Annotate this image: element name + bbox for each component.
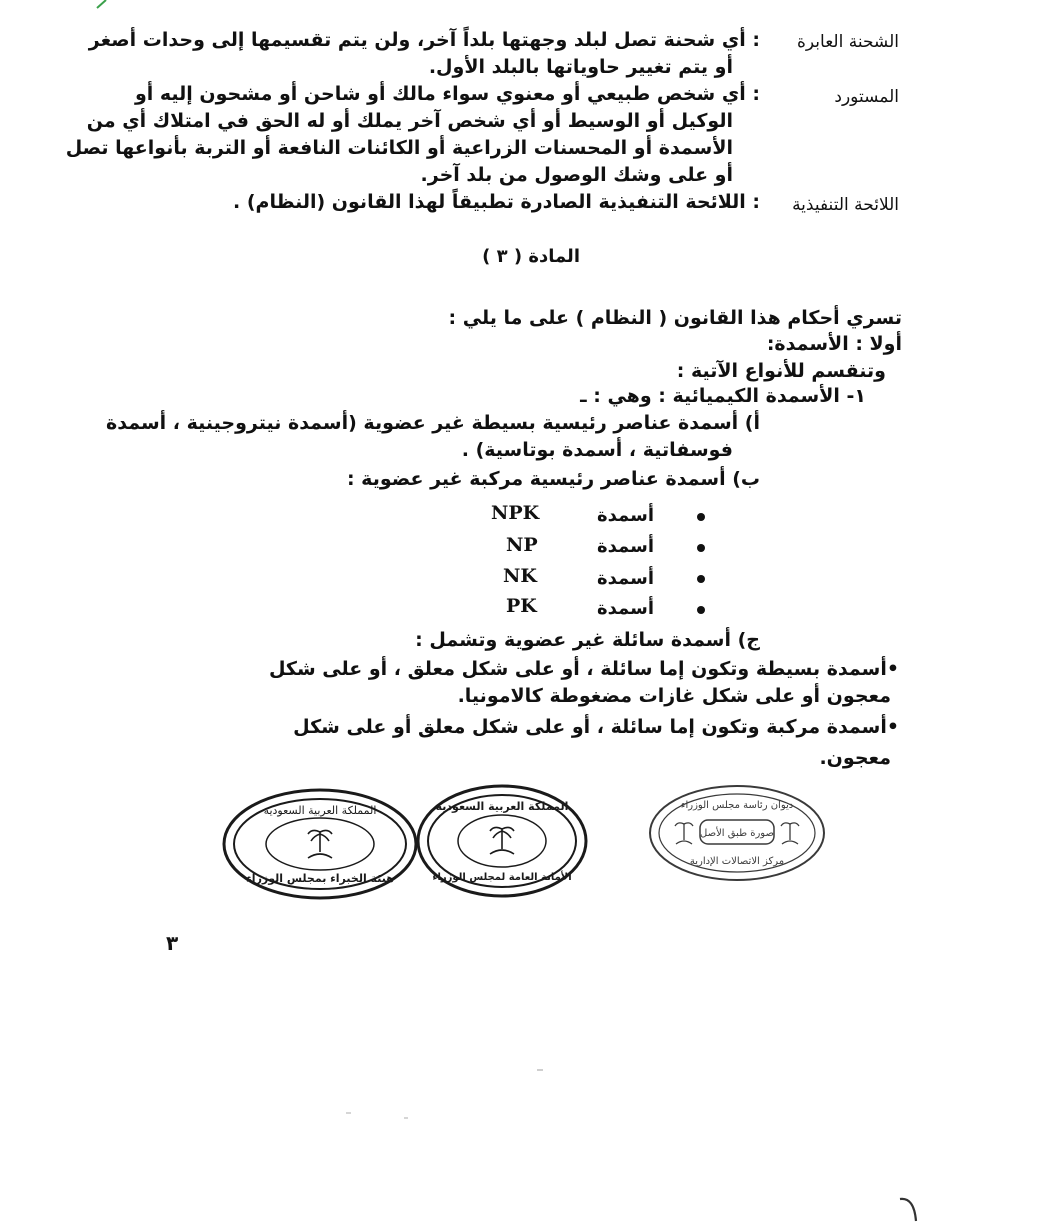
scan-speck [404, 1117, 408, 1119]
item-a-line1-text: أ) أسمدة عناصر رئيسية بسيطة غير عضوية (أسمدة نيتروجينية ، أسمدة [106, 412, 760, 434]
compound-code: PK [506, 595, 537, 617]
seal-middle-bottom-text: الأمانة العامة لمجلس الوزراء [432, 872, 572, 883]
section-heading-fertilizers: أولا : الأسمدة: [766, 333, 902, 355]
compound-label: أسمدة [597, 505, 654, 526]
liquid-item-1-line1: •أسمدة بسيطة وتكون إما سائلة ، أو على شكل معلق ، أو على شكل [268, 658, 899, 680]
corner-mark-icon [96, 0, 112, 10]
compound-label: أسمدة [597, 598, 654, 619]
seal-left-top-text: المملكة العربية السعودية [263, 804, 377, 817]
types-intro: وتنقسم للأنواع الآتية : [676, 360, 886, 382]
seal-right-bottom-text: مركز الاتصالات الإدارية [689, 856, 785, 867]
binding-mark-icon [898, 1195, 920, 1223]
scan-speck [346, 1112, 351, 1114]
definition-text-importer-line3: الأسمدة أو المحسنات الزراعية أو الكائنات النافعة أو التربة بأنواعها تصل [65, 137, 733, 159]
seal-middle-top-text: المملكة العربية السعودية [435, 800, 569, 813]
definition-text-importer-line4: أو على وشك الوصول من بلد آخر. [420, 164, 733, 186]
liquid-item-2-line1: •أسمدة مركبة وتكون إما سائلة ، أو على شكل معلق أو على شكل [293, 716, 899, 738]
bullet-dot-icon [697, 544, 705, 552]
chemical-fertilizers-heading: ١- الأسمدة الكيميائية : وهي : ـ [580, 385, 866, 407]
bullet-dot-icon [697, 513, 705, 521]
definition-text-regulations: : اللائحة التنفيذية الصادرة تطبيقاً لهذا القانون (النظام) . [233, 191, 760, 213]
item-c: ج) أسمدة سائلة غير عضوية وتشمل : [415, 629, 760, 651]
definition-text-importer-line2: الوكيل أو الوسيط أو أي شخص آخر يملك أو له الحق في امتلاك أي من [86, 110, 733, 132]
article-intro: تسري أحكام هذا القانون ( النظام ) على ما يلي : [448, 307, 902, 329]
seal-cabinet-secretariat [416, 784, 588, 898]
seal-administrative-communications [648, 784, 826, 882]
definition-text-transit-line2: أو يتم تغيير حاوياتها بالبلد الأول. [428, 56, 733, 78]
compound-label: أسمدة [597, 568, 654, 589]
item-a-line2: فوسفاتية ، أسمدة بوتاسية) . [461, 439, 733, 461]
bullet-dot-icon [697, 575, 705, 583]
seal-left-bottom-text: هيئة الخبراء بمجلس الوزراء [246, 872, 394, 885]
compound-code: NP [506, 534, 538, 556]
compound-label: أسمدة [597, 536, 654, 557]
liquid-item-1-line2: معجون أو على شكل غازات مضغوطة كالامونيا. [457, 685, 891, 707]
definition-term-transit: الشحنة العابرة [797, 32, 899, 52]
compound-code: NPK [491, 502, 540, 524]
seal-right-center-text: صورة طبق الأصل [700, 828, 774, 839]
definition-term-importer: المستورد [834, 87, 899, 107]
article-heading: المادة ( ٣ ) [482, 246, 580, 267]
bullet-dot-icon [697, 606, 705, 614]
seal-right-top-text: ديوان رئاسة مجلس الوزراء [680, 800, 794, 811]
liquid-item-2-line2: معجون. [819, 747, 891, 769]
page-number: ٣ [166, 931, 179, 955]
compound-code: NK [503, 565, 537, 587]
palm-swords-emblem-icon [490, 827, 514, 854]
definition-term-regulations: اللائحة التنفيذية [792, 195, 899, 215]
definition-text-importer-line1: : أي شخص طبيعي أو معنوي سواء مالك أو شاحن أو مشحون إليه أو [134, 83, 760, 105]
definition-text-transit-line1: : أي شحنة تصل لبلد وجهتها بلداً آخر، ولن يتم تقسيمها إلى وحدات أصغر [88, 29, 760, 51]
item-b: ب) أسمدة عناصر رئيسية مركبة غير عضوية : [346, 468, 760, 490]
seal-experts-commission [222, 788, 418, 900]
scan-speck [537, 1069, 543, 1071]
palm-swords-emblem-icon [308, 830, 332, 858]
